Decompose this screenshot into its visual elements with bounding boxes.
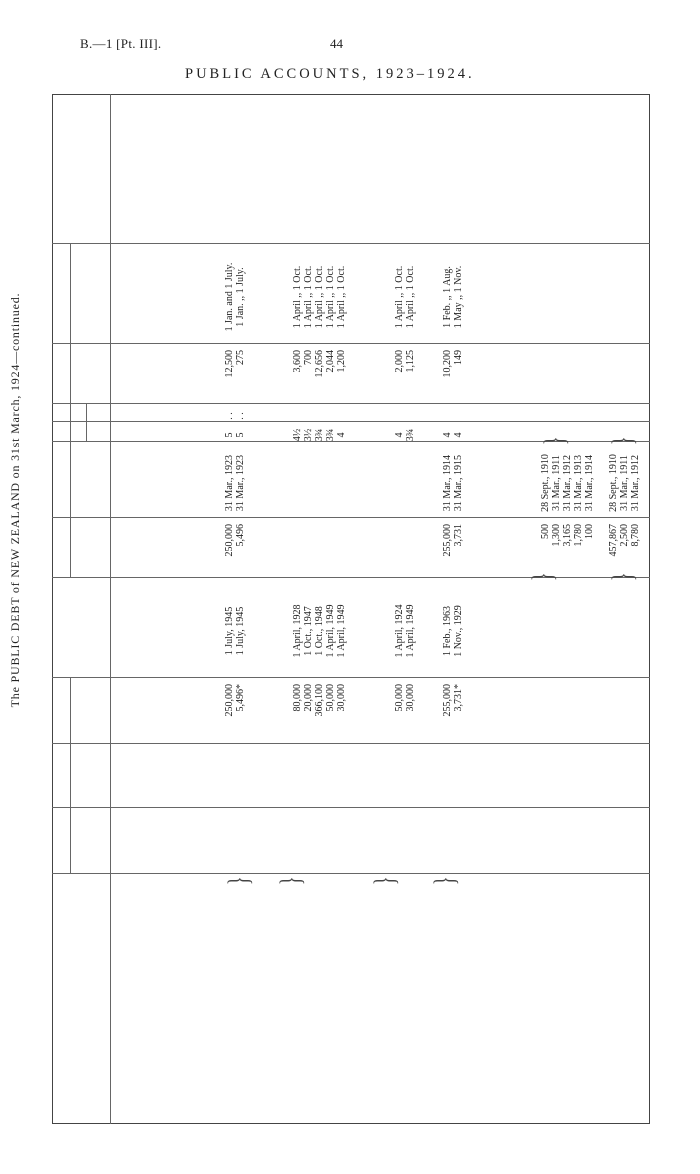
cell-sf-part: . . xyxy=(224,412,235,420)
header-rule xyxy=(110,94,111,1124)
cell-when-payable-part: 1 April ,, 1 Oct. xyxy=(292,265,303,329)
cell-due-date-part: 1 Feb., 1963 xyxy=(442,606,453,656)
cell-due-date-part: 1 Oct., 1947 xyxy=(303,606,314,656)
cell-details-part: 20,000 xyxy=(303,684,314,712)
cell-due-date-part: 1 April, 1949 xyxy=(336,604,347,658)
cell-charge-part: 149 xyxy=(453,350,464,365)
column-rule xyxy=(52,807,650,808)
cell-inception-amount-part: 1,780 xyxy=(573,524,584,547)
brace-mark: } xyxy=(222,876,255,886)
cell-charge-part: 2,044 xyxy=(325,350,336,373)
cell-due-date-part: 1 April, 1949 xyxy=(405,604,416,658)
cell-details-part: 50,000 xyxy=(325,684,336,712)
cell-inception-amount-part: 1,300 xyxy=(551,524,562,547)
header-group-rule xyxy=(70,244,71,442)
cell-year-ending-part: 31 Mar., 1914 xyxy=(584,454,595,512)
cell-int-part: 4 xyxy=(442,432,453,438)
column-rule xyxy=(52,743,650,744)
cell-due-date-part: 1 Oct., 1948 xyxy=(314,606,325,656)
cell-year-ending-part: 31 Mar., 1911 xyxy=(619,455,630,511)
cell-inception-amount-part: 8,780 xyxy=(630,524,641,547)
table-side-title: The PUBLIC DEBT of NEW ZEALAND on 31st March, 1924—continued. xyxy=(8,292,22,708)
cell-inception-amount-part: 2,500 xyxy=(619,524,630,547)
cell-due-date-part: 1 Nov., 1929 xyxy=(453,605,464,657)
brace-mark: } xyxy=(368,876,401,886)
cell-inception-amount-part: 457,867 xyxy=(608,524,619,557)
cell-inception-amount-part: 255,000 xyxy=(442,524,453,557)
public-debt-table xyxy=(52,94,650,1124)
cell-when-payable-part: 1 April ,, 1 Oct. xyxy=(303,265,314,329)
cell-when-payable-part: 1 Jan. and 1 July. xyxy=(224,262,235,332)
cell-int-part: 4 xyxy=(336,432,347,438)
column-rule xyxy=(52,403,650,404)
cell-year-ending-part: 31 Mar., 1914 xyxy=(442,454,453,512)
cell-inception-amount-part: 3,165 xyxy=(562,524,573,547)
cell-int-part: 3¾ xyxy=(314,428,325,442)
cell-sf-part: . . xyxy=(235,412,246,420)
cell-details-part: 30,000 xyxy=(405,684,416,712)
cell-inception-amount-part: 100 xyxy=(584,524,595,539)
cell-when-payable-part: 1 April ,, 1 Oct. xyxy=(405,265,416,329)
cell-when-payable-part: 1 Jan. ,, 1 July. xyxy=(235,267,246,327)
cell-charge-part: 275 xyxy=(235,350,246,365)
column-rule xyxy=(52,873,650,874)
cell-int-part: 5 xyxy=(235,432,246,438)
cell-when-payable-part: 1 April ,, 1 Oct. xyxy=(325,265,336,329)
cell-charge-part: 2,000 xyxy=(394,350,405,373)
cell-charge-part: 12,500 xyxy=(224,350,235,378)
page-title: PUBLIC ACCOUNTS, 1923–1924. xyxy=(185,66,475,82)
cell-year-ending-part: 31 Mar., 1912 xyxy=(562,454,573,512)
header-group-rule xyxy=(86,404,87,442)
cell-inception-amount-part: 250,000 xyxy=(224,524,235,557)
column-rule xyxy=(52,677,650,678)
cell-due-date-part: 1 July, 1945 xyxy=(235,606,246,656)
cell-int-part: 3¾ xyxy=(405,428,416,442)
brace-mark: } xyxy=(526,572,559,582)
column-rule xyxy=(52,343,650,344)
cell-details-part: 80,000 xyxy=(292,684,303,712)
cell-year-ending-part: 31 Mar., 1915 xyxy=(453,454,464,512)
cell-when-payable-part: 1 April ,, 1 Oct. xyxy=(336,265,347,329)
cell-details-part: 5,496* xyxy=(235,684,246,712)
cell-year-ending-part: 28 Sept., 1910 xyxy=(608,454,619,512)
header-group-rule xyxy=(70,678,71,874)
cell-when-payable-part: 1 April ,, 1 Oct. xyxy=(394,265,405,329)
cell-details-part: 30,000 xyxy=(336,684,347,712)
cell-int-part: 4½ xyxy=(292,428,303,442)
cell-int-part: 5 xyxy=(224,432,235,438)
cell-int-part: 3½ xyxy=(303,428,314,442)
cell-due-date-part: 1 April, 1924 xyxy=(394,604,405,658)
cell-when-payable-part: 1 Feb. ,, 1 Aug. xyxy=(442,266,453,328)
cell-year-ending-part: 31 Mar., 1923 xyxy=(224,454,235,512)
cell-when-payable-part: 1 May ,, 1 Nov. xyxy=(453,265,464,329)
cell-charge-part: 10,200 xyxy=(442,350,453,378)
column-rule xyxy=(52,243,650,244)
brace-mark: } xyxy=(538,436,571,446)
cell-details-part: 3,731* xyxy=(453,684,464,712)
cell-details-part: 250,000 xyxy=(224,684,235,717)
cell-charge-part: 700 xyxy=(303,350,314,365)
cell-when-payable-part: 1 April ,, 1 Oct. xyxy=(314,265,325,329)
cell-inception-amount-part: 500 xyxy=(540,524,551,539)
cell-details-part: 50,000 xyxy=(394,684,405,712)
cell-details-part: 255,000 xyxy=(442,684,453,717)
header-group-rule xyxy=(70,442,71,578)
cell-year-ending-part: 31 Mar., 1911 xyxy=(551,455,562,511)
cell-due-date-part: 1 April, 1949 xyxy=(325,604,336,658)
cell-int-part: 3¾ xyxy=(325,428,336,442)
cell-due-date-part: 1 July, 1945 xyxy=(224,606,235,656)
page-number: 44 xyxy=(330,36,343,51)
cell-year-ending-part: 31 Mar., 1923 xyxy=(235,454,246,512)
cell-charge-part: 3,600 xyxy=(292,350,303,373)
brace-mark: } xyxy=(606,436,639,446)
cell-due-date-part: 1 April, 1928 xyxy=(292,604,303,658)
cell-inception-amount-part: 3,731 xyxy=(453,524,464,547)
brace-mark: } xyxy=(274,876,307,886)
cell-int-part: 4 xyxy=(394,432,405,438)
cell-charge-part: 1,200 xyxy=(336,350,347,373)
report-reference: B.—1 [Pt. III]. xyxy=(80,36,162,51)
cell-details-part: 366,100 xyxy=(314,684,325,717)
cell-inception-amount-part: 5,496 xyxy=(235,524,246,547)
cell-year-ending-part: 31 Mar., 1913 xyxy=(573,454,584,512)
brace-mark: } xyxy=(428,876,461,886)
cell-year-ending-part: 28 Sept., 1910 xyxy=(540,454,551,512)
column-rule xyxy=(52,421,650,422)
cell-charge-part: 1,125 xyxy=(405,350,416,373)
table-frame xyxy=(52,94,650,1124)
cell-charge-part: 12,656 xyxy=(314,350,325,378)
cell-year-ending-part: 31 Mar., 1912 xyxy=(630,454,641,512)
cell-int-part: 4 xyxy=(453,432,464,438)
brace-mark: } xyxy=(606,572,639,582)
